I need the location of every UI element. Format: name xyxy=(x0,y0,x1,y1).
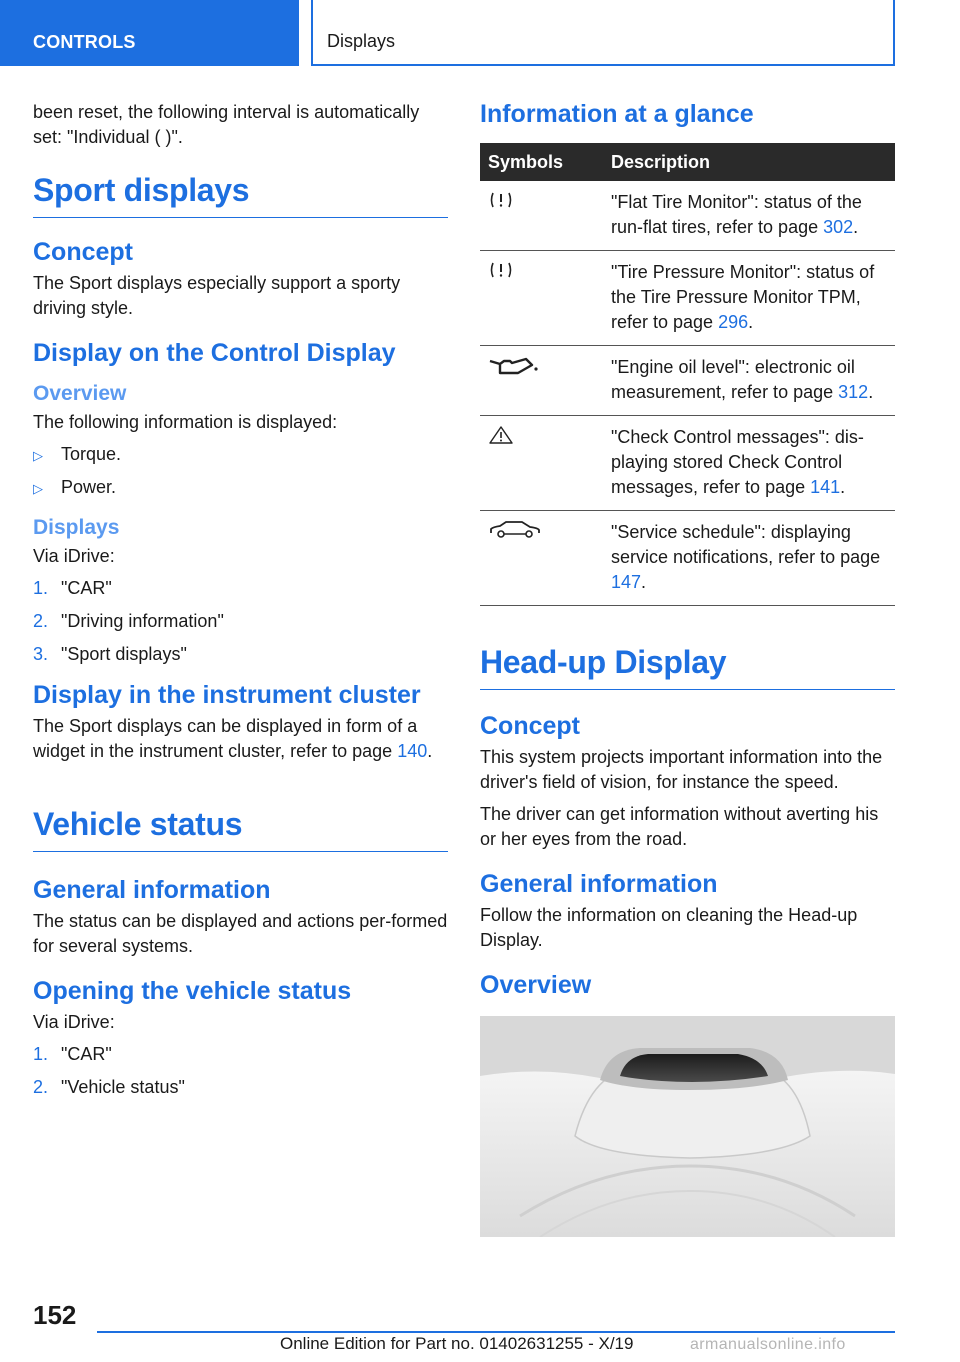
description-text: "Flat Tire Monitor": status of the run-flat tires, refer to page xyxy=(611,192,862,237)
description-text: "Engine oil level": electronic oil measurement, refer to page xyxy=(611,357,855,402)
hud-concept-text-2: The driver can get information without averting his or her eyes from the road. xyxy=(480,804,879,849)
triangle-bullet-icon: ▷ xyxy=(33,448,43,463)
table-header-row xyxy=(480,143,895,181)
section-header xyxy=(311,0,895,66)
hud-title: Head-up Display xyxy=(480,644,895,690)
list-item xyxy=(33,475,448,500)
description-text: "Tire Pressure Monitor": status of the Tire Pressure Monitor TPM, refer to page xyxy=(611,262,875,332)
vehicle-general-text: The status can be displayed and actions per-formed for several systems. xyxy=(33,911,448,956)
step-item xyxy=(33,1075,448,1100)
flat-tire-warning-icon xyxy=(488,190,514,210)
symbol-cell xyxy=(480,251,603,346)
symbols-table xyxy=(480,143,895,606)
symbol-cell xyxy=(480,181,603,251)
symbols-column-header: Symbols xyxy=(480,143,603,181)
hud-concept-text-1: This system projects important information into the driver's field of vision, for instance the speed. xyxy=(480,747,883,792)
section-label: Displays xyxy=(327,31,396,51)
warning-triangle-icon xyxy=(488,425,514,445)
car-service-icon xyxy=(488,520,542,540)
sport-concept-heading: Concept xyxy=(33,238,133,266)
overview-list xyxy=(33,442,448,500)
table-row xyxy=(480,511,895,606)
page-link-140[interactable]: 140 xyxy=(397,741,428,761)
page-link-147[interactable]: 147 xyxy=(611,572,642,592)
step-item xyxy=(33,642,448,667)
edition-text: Online Edition for Part no. 01402631255 - X/19 xyxy=(280,1334,634,1353)
triangle-bullet-icon: ▷ xyxy=(33,481,43,496)
cluster-heading: Display in the instrument cluster xyxy=(33,681,421,709)
step-text: "Driving information" xyxy=(61,611,224,631)
step-number: 3. xyxy=(33,644,49,664)
step-item xyxy=(33,1042,448,1067)
description-cell: "Check Control messages": dis-playing stored Check Control messages, refer to page 141. xyxy=(603,416,895,511)
description-column-header: Description xyxy=(603,143,895,181)
opening-heading: Opening the vehicle status xyxy=(33,977,352,1005)
footer-divider xyxy=(97,1331,895,1333)
chapter-label: CONTROLS xyxy=(33,32,136,52)
cluster-text: The Sport displays can be displayed in form of a widget in the instrument cluster, refer to page 140. xyxy=(33,716,433,761)
page-link-302[interactable]: 302 xyxy=(823,217,854,237)
step-text: "Vehicle status" xyxy=(61,1077,185,1097)
step-text: "CAR" xyxy=(61,578,112,598)
description-text: "Check Control messages": dis-playing stored Check Control messages, refer to page xyxy=(611,427,864,497)
symbol-cell xyxy=(480,346,603,416)
description-cell: "Flat Tire Monitor": status of the run-flat tires, refer to page 302. xyxy=(603,181,895,251)
list-item-text: Torque. xyxy=(61,444,122,464)
page-link-296[interactable]: 296 xyxy=(718,312,749,332)
hud-overview-photo xyxy=(480,1016,895,1237)
step-number: 1. xyxy=(33,1044,49,1064)
right-column xyxy=(480,100,895,1237)
displays-heading: Displays xyxy=(33,516,120,539)
step-number: 2. xyxy=(33,1077,49,1097)
hud-general-heading: General information xyxy=(480,870,718,898)
overview-text: The following information is displayed: xyxy=(33,412,338,432)
left-column xyxy=(33,100,448,1108)
symbol-cell xyxy=(480,511,603,606)
list-item xyxy=(33,442,448,467)
vehicle-general-heading: General information xyxy=(33,876,271,904)
description-cell: "Engine oil level": electronic oil measurement, refer to page 312. xyxy=(603,346,895,416)
chapter-tab xyxy=(0,0,299,66)
hud-concept-heading: Concept xyxy=(480,712,580,740)
step-item xyxy=(33,576,448,601)
glance-heading: Information at a glance xyxy=(480,100,754,128)
list-item-text: Power. xyxy=(61,477,117,497)
table-row xyxy=(480,251,895,346)
description-cell: "Service schedule": displaying service notifications, refer to page 147. xyxy=(603,511,895,606)
table-row xyxy=(480,181,895,251)
page-link-141[interactable]: 141 xyxy=(810,477,841,497)
step-item xyxy=(33,609,448,634)
description-text: "Service schedule": displaying service notifications, refer to page xyxy=(611,522,881,567)
step-number: 1. xyxy=(33,578,49,598)
opening-steps xyxy=(33,1042,448,1100)
page-number: 152 xyxy=(33,1300,77,1330)
hud-overview-heading: Overview xyxy=(480,971,592,999)
control-display-heading: Display on the Control Display xyxy=(33,339,396,367)
step-text: "CAR" xyxy=(61,1044,112,1064)
watermark: armanualsonline.info xyxy=(690,1336,846,1353)
cluster-text-body: The Sport displays can be displayed in form of a widget in the instrument cluster, refer to page xyxy=(33,716,418,761)
sport-displays-title: Sport displays xyxy=(33,172,448,218)
vehicle-status-title: Vehicle status xyxy=(33,806,448,852)
dashboard-illustration xyxy=(480,1016,895,1237)
intro-text: been reset, the following interval is automatically set: "Individual ( )". xyxy=(33,102,420,147)
step-number: 2. xyxy=(33,611,49,631)
overview-heading: Overview xyxy=(33,382,127,405)
table-row xyxy=(480,416,895,511)
oil-can-icon xyxy=(488,355,542,377)
opening-text: Via iDrive: xyxy=(33,1012,115,1032)
sport-concept-text: The Sport displays especially support a sporty driving style. xyxy=(33,273,401,318)
hud-general-text: Follow the information on cleaning the Head-up Display. xyxy=(480,905,858,950)
symbol-cell xyxy=(480,416,603,511)
tire-pressure-warning-icon xyxy=(488,260,514,280)
step-text: "Sport displays" xyxy=(61,644,187,664)
page-link-312[interactable]: 312 xyxy=(838,382,869,402)
description-cell: "Tire Pressure Monitor": status of the Tire Pressure Monitor TPM, refer to page 296. xyxy=(603,251,895,346)
table-row xyxy=(480,346,895,416)
displays-text: Via iDrive: xyxy=(33,546,115,566)
displays-steps xyxy=(33,576,448,667)
